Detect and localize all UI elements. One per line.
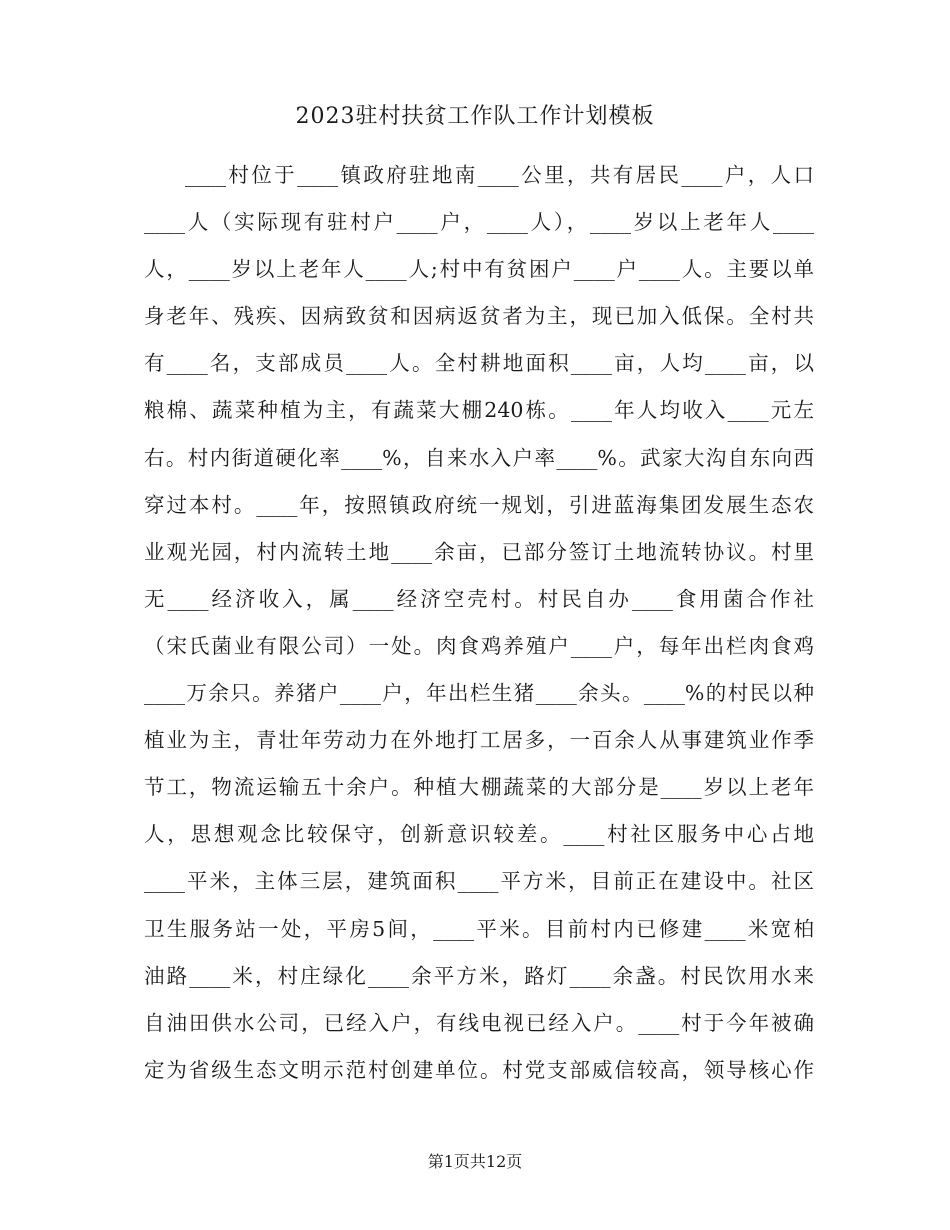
paragraph-line: （宋氏菌业有限公司）一处。肉食鸡养殖户____户，每年出栏肉食鸡 xyxy=(144,633,814,658)
page-footer: 第1页共12页 xyxy=(427,1152,523,1171)
document-body xyxy=(144,152,814,1094)
paragraph-line: ____村位于____镇政府驻地南____公里，共有居民____户，人口 xyxy=(185,163,814,187)
paragraph-line: 身老年、残疾、因病致贫和因病返贫者为主，现已加入低保。全村共 xyxy=(144,304,814,329)
document-title: 2023驻村扶贫工作队工作计划模板 xyxy=(295,104,655,129)
paragraph-line: 业观光园，村内流转土地____余亩，已部分签订土地流转协议。村里 xyxy=(144,539,814,564)
paragraph-line: 人，____岁以上老年人____人;村中有贫困户____户____人。主要以单 xyxy=(144,257,814,282)
paragraph-line: ____人（实际现有驻村户____户，____人），____岁以上老年人____ xyxy=(144,210,814,235)
paragraph-line: 穿过本村。____年，按照镇政府统一规划，引进蓝海集团发展生态农 xyxy=(144,492,814,517)
paragraph-line: 节工，物流运输五十余户。种植大棚蔬菜的大部分是____岁以上老年 xyxy=(144,775,814,800)
paragraph-line: 人，思想观念比较保守，创新意识较差。____村社区服务中心占地 xyxy=(144,822,814,847)
paragraph-line: 右。村内街道硬化率____%，自来水入户率____%。武家大沟自东向西 xyxy=(144,445,814,470)
paragraph-line: 有____名，支部成员____人。全村耕地面积____亩，人均____亩，以 xyxy=(144,351,814,376)
paragraph-line: 卫生服务站一处，平房5间，____平米。目前村内已修建____米宽柏 xyxy=(144,916,814,941)
paragraph-line: 自油田供水公司，已经入户，有线电视已经入户。____村于今年被确 xyxy=(144,1010,814,1035)
paragraph-line: ____万余只。养猪户____户，年出栏生猪____余头。____%的村民以种 xyxy=(144,681,814,706)
paragraph-line: 定为省级生态文明示范村创建单位。村党支部威信较高，领导核心作 xyxy=(144,1057,814,1082)
paragraph-line: 植业为主，青壮年劳动力在外地打工居多，一百余人从事建筑业作季 xyxy=(144,728,814,753)
paragraph-line: 无____经济收入，属____经济空壳村。村民自办____食用菌合作社 xyxy=(144,586,814,611)
paragraph-line: 粮棉、蔬菜种植为主，有蔬菜大棚240栋。____年人均收入____元左 xyxy=(144,398,814,423)
paragraph-line: 油路____米，村庄绿化____余平方米，路灯____余盏。村民饮用水来 xyxy=(144,963,814,988)
paragraph-line: ____平米，主体三层，建筑面积____平方米，目前正在建设中。社区 xyxy=(144,869,814,894)
